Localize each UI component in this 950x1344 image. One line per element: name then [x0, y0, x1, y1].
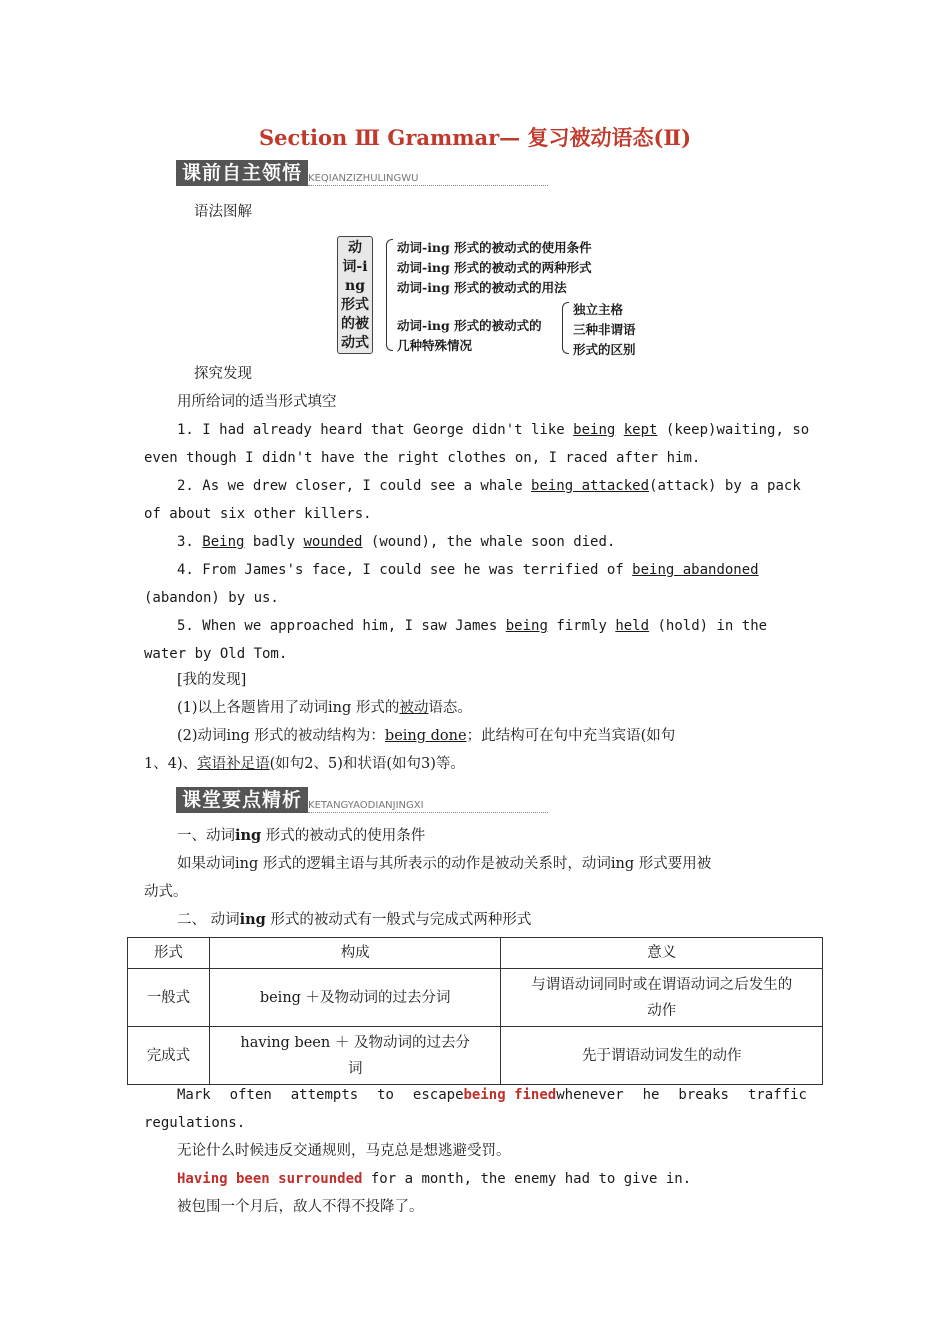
question-3 [177, 528, 615, 556]
section-2-heading [177, 906, 531, 934]
table-header: 构成 [209, 938, 501, 969]
discovery-line-1 [177, 694, 472, 722]
q5-text: firmly [547, 618, 616, 634]
diagram-sub-brace [562, 302, 569, 354]
q5-text: (hold) in the [649, 618, 768, 634]
table-row [128, 969, 823, 1027]
discovery-answer: 宾语补足语 [197, 756, 270, 772]
table-cell: being ＋及物动词的过去分词 [209, 969, 501, 1027]
example-1-line1 [177, 1081, 807, 1109]
table-cell: 一般式 [128, 969, 210, 1027]
table-cell: 完成式 [128, 1027, 210, 1085]
q1-answer: kept [623, 422, 658, 438]
example-word: to [377, 1087, 394, 1103]
diagram-item: 动词-ing 形式的被动式的两种形式 [397, 260, 592, 275]
q3-answer: Being [202, 534, 245, 550]
discovery-text: ；此结构可在句中充当宾语(如句 [466, 728, 676, 744]
question-5-line1 [177, 612, 767, 640]
diagram-sub-item: 独立主格 [573, 302, 624, 317]
question-1-line2: even though I didn't have the right clothes on, I raced after him. [144, 450, 701, 466]
section-1-heading [177, 822, 425, 850]
example-word: escape [412, 1087, 464, 1103]
example-2 [177, 1165, 691, 1193]
question-5-line2: water by Old Tom. [144, 646, 288, 662]
question-2-line1 [177, 472, 801, 500]
section-1-body: 动式。 [144, 884, 188, 900]
example-word: often [229, 1087, 272, 1103]
diagram-sub-item: 形式的区别 [573, 342, 636, 357]
example-word: whenever [556, 1087, 624, 1103]
question-4-line2: (abandon) by us. [144, 590, 279, 606]
diagram-item: 几种特殊情况 [397, 338, 473, 353]
section-banner-preview [176, 160, 548, 186]
section-1-body: 如果动词ing 形式的逻辑主语与其所表示的动作是被动关系时，动词ing 形式要用被 [177, 856, 712, 872]
discovery-answer: 被动 [399, 700, 429, 716]
q3-answer: wounded [303, 534, 363, 550]
banner-pinyin: KEQIANZIZHULINGWU [308, 173, 548, 186]
table-cell: 先于谓语动词发生的动作 [501, 1027, 823, 1085]
cell-line: 动作 [647, 1002, 677, 1019]
discovery-line-2 [177, 722, 675, 750]
heading-text: ing [235, 827, 262, 844]
discovery-text: (如句2、5)和状语(如句3)等。 [269, 756, 465, 772]
q3-text: badly [244, 534, 304, 550]
example-word: he [642, 1087, 660, 1103]
diagram-sub-item: 三种非谓语 [573, 322, 636, 337]
example-1-line2: regulations. [144, 1115, 246, 1131]
table-header: 意义 [501, 938, 823, 969]
table-header: 形式 [128, 938, 210, 969]
example-word: traffic [747, 1087, 807, 1103]
q3-text: 3. [177, 534, 203, 550]
q5-text: 5. When we approached him, I saw James [177, 618, 506, 634]
example-highlight: being fined [463, 1087, 557, 1103]
diagram-item: 动词-ing 形式的被动式的用法 [397, 280, 567, 295]
forms-table [127, 937, 823, 1085]
discovery-text: (1)以上各题皆用了动词ing 形式的 [177, 700, 400, 716]
discovery-line-3 [144, 750, 465, 778]
q4-text: 4. From James's face, I could see he was terrified of [177, 562, 633, 578]
question-1-line1 [177, 416, 810, 444]
diagram-item: 动词-ing 形式的被动式的 [397, 318, 542, 333]
table-cell [501, 969, 823, 1027]
q5-answer: held [615, 618, 650, 634]
diagram-brace [386, 239, 393, 351]
q1-text: (keep)waiting, so [657, 422, 810, 438]
cell-line: 词 [347, 1060, 363, 1077]
q2-text: 2. As we drew closer, I could see a whale [177, 478, 532, 494]
example-word: attempts [290, 1087, 359, 1103]
banner-pinyin: KETANGYAODIANJINGXI [308, 800, 548, 813]
q1-text: 1. I had already heard that George didn't like [177, 422, 574, 438]
example-text: for a month, the enemy had to give in. [362, 1171, 692, 1187]
explore-heading: 探究发现 [194, 366, 252, 382]
example-word: Mark [177, 1087, 211, 1103]
diagram-root-box [337, 236, 373, 354]
heading-text: 形式的被动式的使用条件 [261, 828, 426, 844]
diagram-heading: 语法图解 [194, 204, 252, 220]
heading-text: ing [239, 911, 266, 928]
example-1-translation: 无论什么时候违反交通规则，马克总是想逃避受罚。 [177, 1143, 511, 1159]
discovery-text: 1、4)、 [144, 756, 198, 772]
example-word: breaks [678, 1087, 729, 1103]
discovery-text: (2)动词ing 形式的被动结构为： [177, 728, 385, 744]
question-4-line1 [177, 556, 759, 584]
table-cell [209, 1027, 501, 1085]
diagram-root-label: 动词-ing形式的被动式 [341, 240, 369, 351]
discovery-answer: being done [384, 728, 467, 744]
section-banner-analysis [176, 787, 548, 813]
banner-label: 课堂要点精析 [176, 787, 308, 813]
q2-answer: being attacked [531, 478, 650, 494]
discovery-heading: [我的发现] [177, 672, 247, 688]
heading-text: 一、动词 [177, 828, 235, 844]
cell-line: having been ＋ 及物动词的过去分 [240, 1034, 470, 1051]
question-2-line2: of about six other killers. [144, 506, 372, 522]
table-header-row [128, 938, 823, 969]
diagram-item: 动词-ing 形式的被动式的使用条件 [397, 240, 592, 255]
q1-answer: being [573, 422, 616, 438]
q5-answer: being [505, 618, 548, 634]
cell-line: 与谓语动词同时或在谓语动词之后发生的 [531, 976, 793, 993]
discovery-text: 语态。 [428, 700, 472, 716]
q3-text: (wound), the whale soon died. [362, 534, 616, 550]
page-title: Section Ⅲ Grammar— 复习被动语态(Ⅱ) [258, 125, 692, 150]
explore-instruction: 用所给词的适当形式填空 [177, 394, 337, 410]
example-highlight: Having been surrounded [177, 1171, 363, 1187]
heading-text: 二、 动词 [177, 912, 240, 928]
table-row [128, 1027, 823, 1085]
example-2-translation: 被包围一个月后，敌人不得不投降了。 [177, 1199, 424, 1215]
heading-text: 形式的被动式有一般式与完成式两种形式 [265, 912, 532, 928]
q4-answer: being abandoned [632, 562, 759, 578]
q2-text: (attack) by a pack [649, 478, 801, 494]
banner-label: 课前自主领悟 [176, 160, 308, 186]
